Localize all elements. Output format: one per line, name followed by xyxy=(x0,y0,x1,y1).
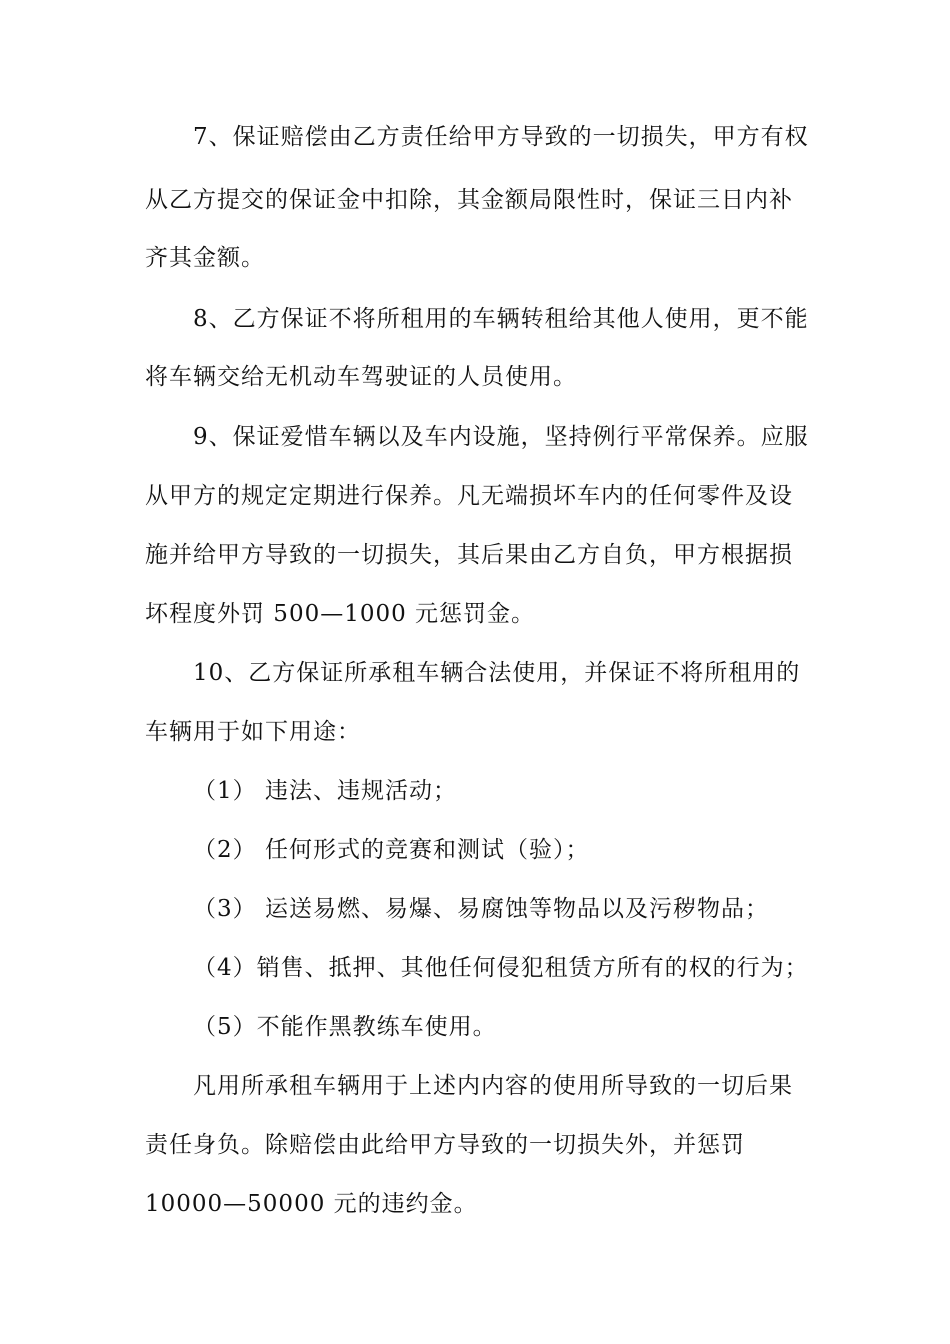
penalty-line-3: 10000—50000 元的违约金。 xyxy=(145,1191,478,1217)
clause-7-line-1: 7、保证赔偿由乙方责任给甲方导致的一切损失，甲方有权 xyxy=(193,124,809,150)
clause-8-line-2: 将车辆交给无机动车驾驶证的人员使用。 xyxy=(145,364,577,390)
clause-9-line-3: 施并给甲方导致的一切损失，其后果由乙方自负，甲方根据损 xyxy=(145,542,793,568)
clause-9-line-1: 9、保证爱惜车辆以及车内设施，坚持例行平常保养。应服 xyxy=(193,424,809,450)
penalty-line-2: 责任身负。除赔偿由此给甲方导致的一切损失外，并惩罚 xyxy=(145,1132,745,1158)
clause-10-line-1: 10、乙方保证所承租车辆合法使用，并保证不将所租用的 xyxy=(193,660,801,686)
list-item-use-3: （3） 运送易燃、易爆、易腐蚀等物品以及污秽物品； xyxy=(193,896,769,922)
list-item-use-1: （1） 违法、违规活动； xyxy=(193,778,457,804)
clause-7-line-2: 从乙方提交的保证金中扣除，其金额局限性时，保证三日内补 xyxy=(145,187,793,213)
penalty-line-1: 凡用所承租车辆用于上述内内容的使用所导致的一切后果 xyxy=(193,1073,793,1099)
list-item-use-2: （2） 任何形式的竞赛和测试（验）； xyxy=(193,837,590,863)
list-item-use-5: （5）不能作黑教练车使用。 xyxy=(193,1014,497,1040)
list-item-use-4: （4）销售、抵押、其他任何侵犯租赁方所有的权的行为； xyxy=(193,955,809,981)
clause-9-line-4: 坏程度外罚 500—1000 元惩罚金。 xyxy=(145,601,536,627)
clause-10-line-2: 车辆用于如下用途： xyxy=(145,719,361,745)
clause-7-line-3: 齐其金额。 xyxy=(145,245,265,271)
clause-8-line-1: 8、乙方保证不将所租用的车辆转租给其他人使用，更不能 xyxy=(193,306,809,332)
clause-9-line-2: 从甲方的规定定期进行保养。凡无端损坏车内的任何零件及设 xyxy=(145,483,793,509)
